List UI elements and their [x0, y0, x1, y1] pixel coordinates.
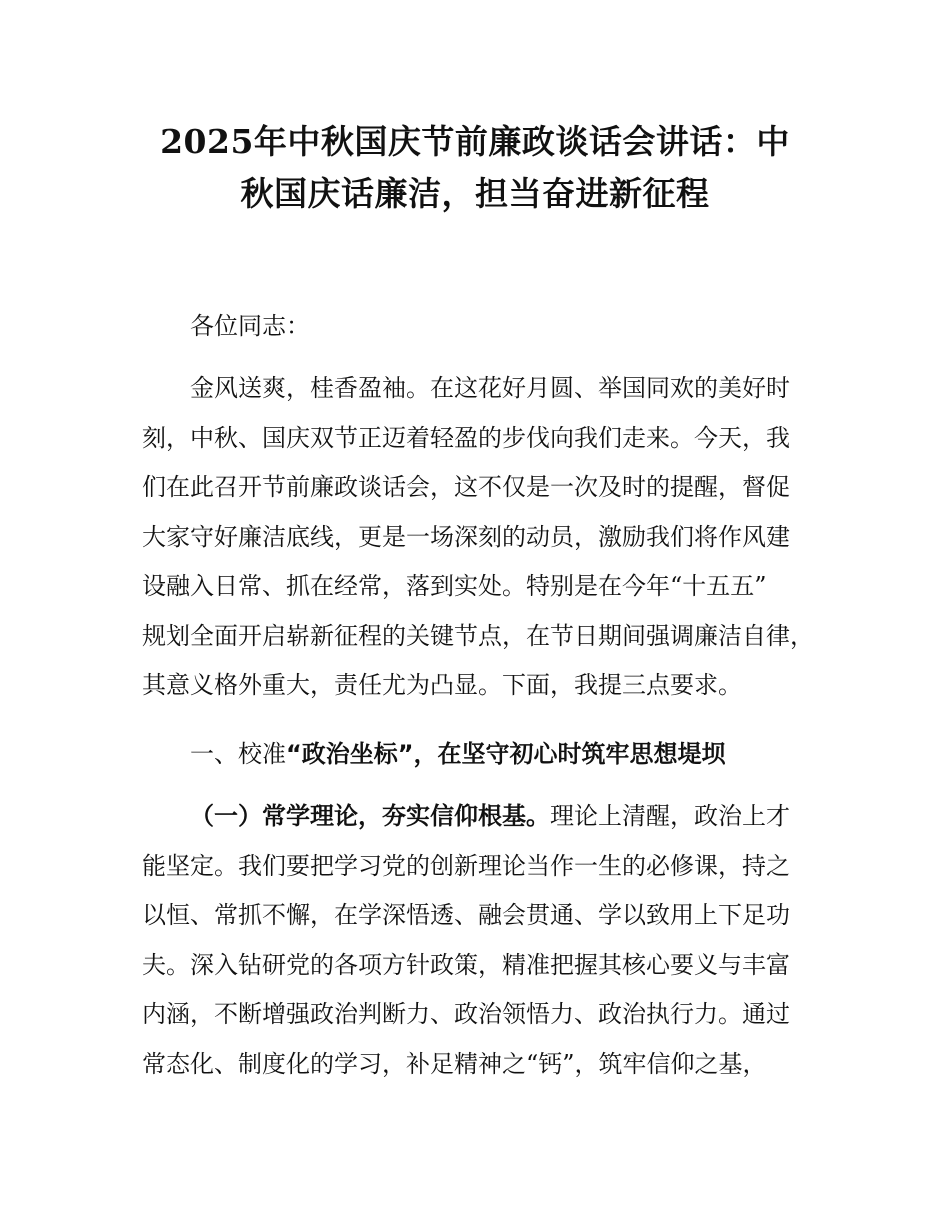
- intro-paragraph: [142, 364, 814, 711]
- title-line-1: 2025年中秋国庆节前廉政谈话会讲话：中: [160, 122, 790, 161]
- section-1-heading: [142, 730, 814, 780]
- intro-line: 金风送爽，桂香盈袖。在这花好月圆、举国同欢的美好时: [190, 374, 790, 402]
- subsection-1-paragraph: [142, 792, 814, 1089]
- intro-line: 其意义格外重大，责任尤为凸显。下面，我提三点要求。: [142, 671, 742, 699]
- subsection-1-line: 常态化、制度化的学习，补足精神之“钙”，筑牢信仰之基，: [142, 1049, 767, 1078]
- section-1-title: “政治坐标”，在坚守初心时筑牢思想堤坝: [286, 740, 726, 768]
- subsection-1-label: （一）常学理论，夯实信仰根基。: [190, 802, 550, 830]
- title-line-2: 秋国庆话廉洁，担当奋进新征程: [240, 174, 710, 213]
- intro-line: 们在此召开节前廉政谈话会，这不仅是一次及时的提醒，督促: [142, 473, 790, 501]
- subsection-1-line: 夫。深入钻研党的各项方针政策，精准把握其核心要义与丰富: [142, 950, 790, 979]
- document-title: [140, 116, 810, 220]
- subsection-1-first-line: [142, 792, 814, 842]
- subsection-1-line: 能坚定。我们要把学习党的创新理论当作一生的必修课，持之: [142, 851, 790, 880]
- intro-line: 规划全面开启崭新征程的关键节点，在节日期间强调廉洁自律，: [142, 621, 814, 650]
- section-1-prefix: 一、校准: [190, 740, 286, 768]
- greeting-text: 各位同志：: [190, 312, 310, 340]
- subsection-1-line: 内涵，不断增强政治判断力、政治领悟力、政治执行力。通过: [142, 1000, 790, 1028]
- subsection-1-line: 以恒、常抓不懈，在学深悟透、融会贯通、学以致用上下足功: [142, 901, 790, 929]
- intro-line: 刻，中秋、国庆双节正迈着轻盈的步伐向我们走来。今天，我: [142, 423, 790, 452]
- intro-line: 设融入日常、抓在经常，落到实处。特别是在今年“十五五”: [142, 572, 767, 600]
- section-1-heading-line: [142, 730, 814, 780]
- greeting: [142, 302, 814, 352]
- subsection-1-first-line-text: 理论上清醒，政治上才: [550, 802, 790, 830]
- intro-line: 大家守好廉洁底线，更是一场深刻的动员，激励我们将作风建: [142, 522, 790, 551]
